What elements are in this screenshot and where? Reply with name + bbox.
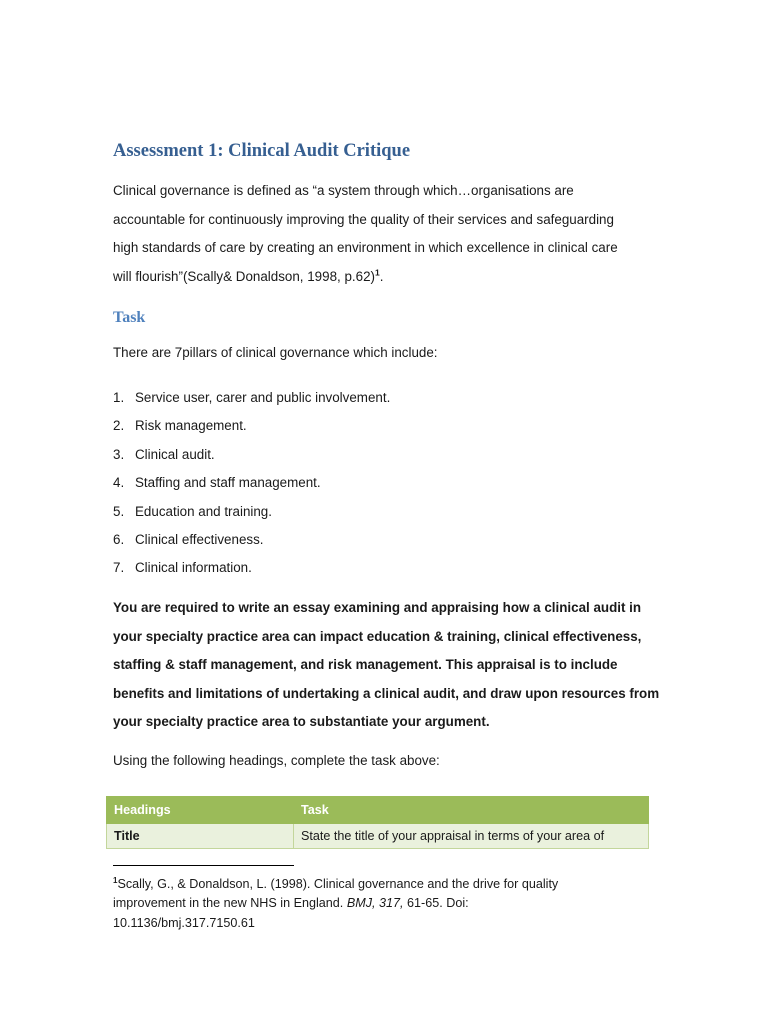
- list-text: Risk management.: [135, 418, 247, 434]
- list-number: 4.: [113, 475, 125, 491]
- requirement-line-5: your specialty practice area to substantiate your argument.: [113, 714, 490, 730]
- list-number: 2.: [113, 418, 125, 434]
- footnote-line-1-text: Scally, G., & Donaldson, L. (1998). Clinical governance and the drive for quality: [117, 877, 559, 891]
- list-text: Clinical audit.: [135, 446, 215, 462]
- footnote-line-2-tail: 61-65. Doi:: [403, 896, 469, 911]
- pillars-lead-text: There are 7pillars of clinical governance which include:: [113, 345, 438, 360]
- headings-instruction: Using the following headings, complete the task above:: [113, 753, 440, 768]
- list-text: Education and training.: [135, 503, 272, 519]
- list-item: [113, 385, 390, 413]
- requirement-line-2: your specialty practice area can impact education & training, clinical effectiveness,: [113, 628, 642, 644]
- intro-line-2: accountable for continuously improving the quality of their services and safeguarding: [113, 211, 614, 227]
- headings-table: [106, 796, 649, 849]
- requirement-line-1: You are required to write an essay examining and appraising how a clinical audit in: [113, 600, 642, 615]
- footnote-line-1: [113, 875, 633, 894]
- list-item: [113, 470, 390, 498]
- list-item: [113, 413, 390, 441]
- intro-line-3: high standards of care by creating an environment in which excellence in clinical care: [113, 240, 618, 256]
- footnote-line-2-plain: improvement in the new NHS in England.: [113, 896, 347, 911]
- table-row: [107, 824, 649, 849]
- list-number: 6.: [113, 531, 125, 547]
- column-header-task: Task: [294, 797, 649, 824]
- intro-trailing-period: .: [379, 268, 384, 284]
- footnote: [113, 875, 633, 933]
- list-text: Staffing and staff management.: [135, 475, 321, 491]
- footnote-journal: BMJ, 317,: [346, 896, 404, 911]
- page-title: Assessment 1: Clinical Audit Critique: [113, 141, 411, 161]
- pillars-list: [113, 385, 390, 584]
- list-number: 1.: [113, 390, 125, 405]
- footnote-line-2: [113, 894, 633, 913]
- list-item: [113, 527, 390, 555]
- list-text: Clinical effectiveness.: [135, 531, 264, 547]
- task-heading: Task: [113, 309, 146, 326]
- list-item: [113, 442, 390, 470]
- table-header-row: [107, 797, 649, 824]
- table-cell-task: State the title of your appraisal in terms of your area of: [294, 824, 649, 849]
- list-item: [113, 555, 390, 583]
- list-text: Service user, carer and public involvement.: [135, 390, 391, 405]
- footnote-separator: [113, 865, 294, 866]
- footnote-reference[interactable]: 1: [375, 267, 380, 278]
- table-cell-heading: Title: [107, 824, 294, 849]
- requirement-line-3: staffing & staff management, and risk management. This appraisal is to include: [113, 657, 618, 673]
- footnote-doi[interactable]: 10.1136/bmj.317.7150.61: [113, 915, 255, 930]
- column-header-headings: Headings: [107, 797, 294, 824]
- list-item: [113, 499, 390, 527]
- list-number: 7.: [113, 560, 125, 576]
- requirement-line-4: benefits and limitations of undertaking a clinical audit, and draw upon resources from: [113, 685, 660, 701]
- list-number: 5.: [113, 503, 125, 519]
- intro-paragraph: [113, 177, 658, 291]
- footnote-marker: 1: [113, 875, 118, 885]
- list-number: 3.: [113, 446, 125, 462]
- intro-line-1: Clinical governance is defined as “a system through which…organisations are: [113, 183, 574, 198]
- list-text: Clinical information.: [135, 560, 252, 576]
- intro-line-4-text: will flourish”(Scally& Donaldson, 1998, p.62): [113, 268, 375, 284]
- requirement-paragraph: [113, 594, 658, 737]
- intro-line-4: [113, 263, 658, 292]
